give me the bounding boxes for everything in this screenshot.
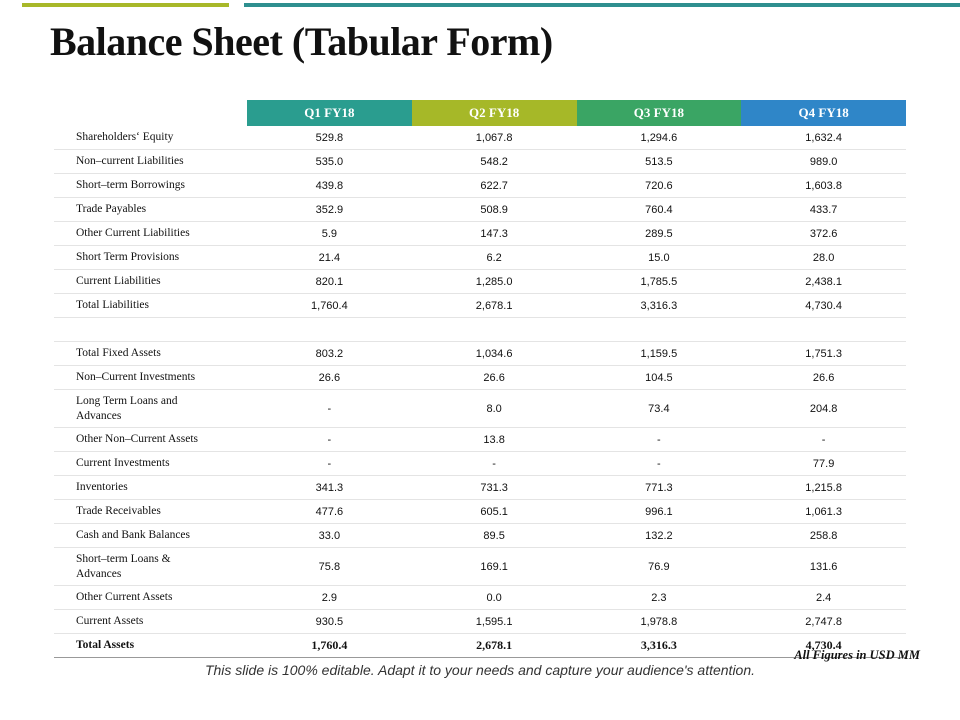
row-label: Non–current Liabilities [54, 150, 247, 174]
header-row [54, 100, 906, 126]
cell-q1: 33.0 [247, 524, 412, 548]
row-label: Trade Receivables [54, 500, 247, 524]
cell-q2: 0.0 [412, 586, 577, 610]
header-q3: Q3 FY18 [577, 100, 742, 126]
table-row [54, 366, 906, 390]
accent-bar-right [244, 3, 960, 7]
cell-q1 [247, 318, 412, 342]
cell-q4: 26.6 [741, 366, 906, 390]
table-row [54, 610, 906, 634]
row-label: Total Fixed Assets [54, 342, 247, 366]
row-label: Shareholders‘ Equity [54, 126, 247, 150]
row-label: Current Investments [54, 452, 247, 476]
cell-q1: 5.9 [247, 222, 412, 246]
cell-q2: 622.7 [412, 174, 577, 198]
row-label: Other Current Assets [54, 586, 247, 610]
page-title: Balance Sheet (Tabular Form) [50, 19, 553, 64]
cell-q4: 4,730.4 [741, 294, 906, 318]
table-row [54, 548, 906, 586]
table-row [54, 500, 906, 524]
header-q1: Q1 FY18 [247, 100, 412, 126]
cell-q4: 1,061.3 [741, 500, 906, 524]
cell-q3: 996.1 [577, 500, 742, 524]
row-label: Short Term Provisions [54, 246, 247, 270]
cell-q4: 2.4 [741, 586, 906, 610]
cell-q2: 8.0 [412, 390, 577, 428]
cell-q2: 1,067.8 [412, 126, 577, 150]
cell-q2: 731.3 [412, 476, 577, 500]
table-row [54, 318, 906, 342]
cell-q2: 1,285.0 [412, 270, 577, 294]
cell-q4: 28.0 [741, 246, 906, 270]
cell-q2: 2,678.1 [412, 634, 577, 658]
cell-q3: 1,294.6 [577, 126, 742, 150]
cell-q3: 3,316.3 [577, 634, 742, 658]
cell-q3: 2.3 [577, 586, 742, 610]
cell-q3: 3,316.3 [577, 294, 742, 318]
cell-q1: 2.9 [247, 586, 412, 610]
table-row [54, 476, 906, 500]
cell-q4: 433.7 [741, 198, 906, 222]
row-label: Other Non–Current Assets [54, 428, 247, 452]
cell-q1: 820.1 [247, 270, 412, 294]
cell-q2: 2,678.1 [412, 294, 577, 318]
cell-q3: - [577, 428, 742, 452]
row-label: Other Current Liabilities [54, 222, 247, 246]
cell-q3: 15.0 [577, 246, 742, 270]
cell-q1: 529.8 [247, 126, 412, 150]
cell-q3 [577, 318, 742, 342]
table-row [54, 428, 906, 452]
row-label [54, 318, 247, 342]
cell-q2: 1,034.6 [412, 342, 577, 366]
cell-q1: - [247, 428, 412, 452]
cell-q1: 21.4 [247, 246, 412, 270]
cell-q4: 1,632.4 [741, 126, 906, 150]
cell-q3: 1,785.5 [577, 270, 742, 294]
cell-q3: 104.5 [577, 366, 742, 390]
cell-q1: 477.6 [247, 500, 412, 524]
cell-q4: 1,603.8 [741, 174, 906, 198]
row-label: Total Assets [54, 634, 247, 658]
cell-q1: 930.5 [247, 610, 412, 634]
footer-text: This slide is 100% editable. Adapt it to your needs and capture your audience's attention. [204, 662, 756, 678]
cell-q3: 289.5 [577, 222, 742, 246]
cell-q1: - [247, 390, 412, 428]
cell-q2: 548.2 [412, 150, 577, 174]
table-row [54, 246, 906, 270]
cell-q4: 77.9 [741, 452, 906, 476]
table-row [54, 198, 906, 222]
row-label: Short–term Loans & Advances [54, 548, 247, 586]
table-row [54, 126, 906, 150]
cell-q4: 372.6 [741, 222, 906, 246]
row-label: Non–Current Investments [54, 366, 247, 390]
balance-sheet-table [54, 100, 906, 658]
cell-q4: - [741, 428, 906, 452]
cell-q2: 605.1 [412, 500, 577, 524]
cell-q2: 89.5 [412, 524, 577, 548]
cell-q4: 2,438.1 [741, 270, 906, 294]
figures-note: All Figures in USD MM [794, 648, 920, 662]
row-label: Short–term Borrowings [54, 174, 247, 198]
cell-q1: - [247, 452, 412, 476]
table-row [54, 524, 906, 548]
row-label: Inventories [54, 476, 247, 500]
row-label: Cash and Bank Balances [54, 524, 247, 548]
cell-q4: 1,215.8 [741, 476, 906, 500]
cell-q2: 169.1 [412, 548, 577, 586]
table-row [54, 390, 906, 428]
cell-q3: - [577, 452, 742, 476]
cell-q2: 147.3 [412, 222, 577, 246]
cell-q4: 4,730.4 [741, 634, 906, 658]
cell-q2: 1,595.1 [412, 610, 577, 634]
cell-q2: 6.2 [412, 246, 577, 270]
header-blank [54, 100, 247, 126]
cell-q3: 73.4 [577, 390, 742, 428]
row-label: Current Assets [54, 610, 247, 634]
cell-q4: 1,751.3 [741, 342, 906, 366]
cell-q4: 258.8 [741, 524, 906, 548]
table-row [54, 150, 906, 174]
cell-q1: 803.2 [247, 342, 412, 366]
cell-q2 [412, 318, 577, 342]
cell-q1: 439.8 [247, 174, 412, 198]
cell-q2: - [412, 452, 577, 476]
table-row [54, 452, 906, 476]
table-row [54, 222, 906, 246]
cell-q2: 508.9 [412, 198, 577, 222]
table-row [54, 174, 906, 198]
row-label: Long Term Loans and Advances [54, 390, 247, 428]
row-label: Trade Payables [54, 198, 247, 222]
table-row [54, 270, 906, 294]
cell-q1: 535.0 [247, 150, 412, 174]
cell-q3: 771.3 [577, 476, 742, 500]
row-label: Total Liabilities [54, 294, 247, 318]
table-row [54, 634, 906, 658]
cell-q2: 13.8 [412, 428, 577, 452]
cell-q3: 1,159.5 [577, 342, 742, 366]
cell-q3: 76.9 [577, 548, 742, 586]
accent-bar-left [22, 3, 229, 7]
cell-q2: 26.6 [412, 366, 577, 390]
cell-q1: 341.3 [247, 476, 412, 500]
cell-q4: 2,747.8 [741, 610, 906, 634]
table-row [54, 342, 906, 366]
cell-q1: 1,760.4 [247, 294, 412, 318]
cell-q3: 760.4 [577, 198, 742, 222]
cell-q1: 26.6 [247, 366, 412, 390]
cell-q3: 1,978.8 [577, 610, 742, 634]
cell-q4: 204.8 [741, 390, 906, 428]
header-q2: Q2 FY18 [412, 100, 577, 126]
cell-q3: 132.2 [577, 524, 742, 548]
cell-q3: 720.6 [577, 174, 742, 198]
cell-q1: 352.9 [247, 198, 412, 222]
cell-q4 [741, 318, 906, 342]
table-row [54, 294, 906, 318]
header-q4: Q4 FY18 [741, 100, 906, 126]
row-label: Current Liabilities [54, 270, 247, 294]
cell-q1: 1,760.4 [247, 634, 412, 658]
cell-q1: 75.8 [247, 548, 412, 586]
cell-q4: 131.6 [741, 548, 906, 586]
cell-q3: 513.5 [577, 150, 742, 174]
table-row [54, 586, 906, 610]
cell-q4: 989.0 [741, 150, 906, 174]
